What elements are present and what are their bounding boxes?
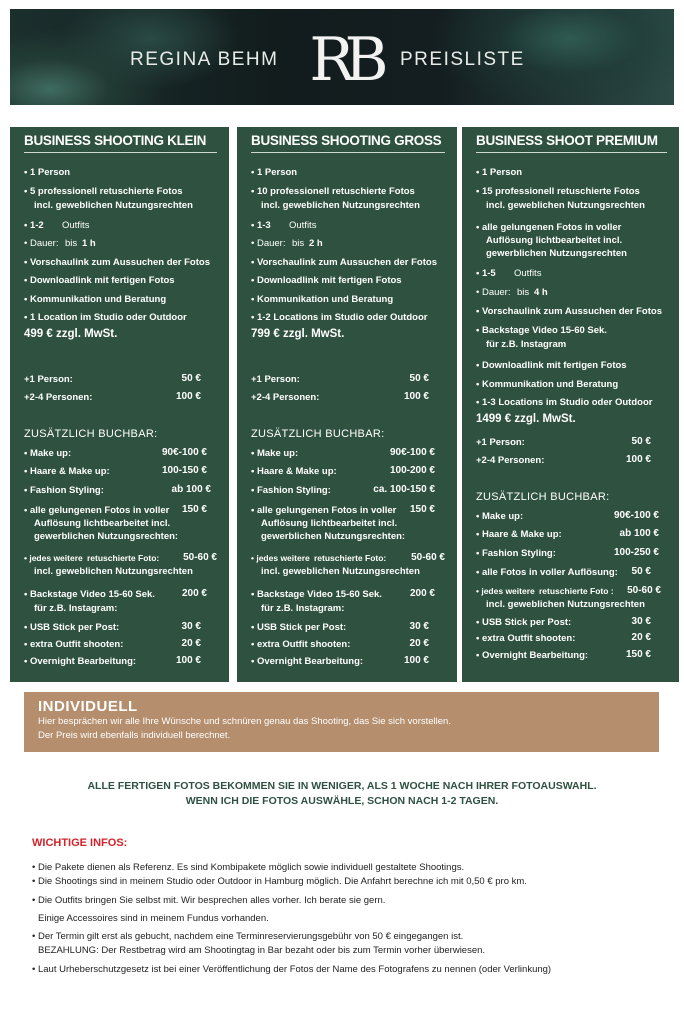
addon-label: • Fashion Styling:	[476, 547, 556, 560]
individuell-text: Der Preis wird ebenfalls individuell berechnet.	[38, 730, 231, 741]
package-item: • 1 Location im Studio oder Outdoor	[24, 311, 187, 324]
individuell-title: INDIVIDUELL	[38, 698, 138, 715]
package-item: • Kommunikation und Beratung	[476, 378, 618, 391]
package-item: incl. geweblichen Nutzungsrechten	[34, 200, 193, 211]
addon-label: • alle Fotos in voller Auflösung:	[476, 566, 618, 579]
package-item: • Backstage Video 15-60 Sek.	[476, 324, 607, 337]
extra-person-label: +1 Person:	[24, 374, 73, 385]
package-price: 499 € zzgl. MwSt.	[24, 328, 118, 340]
addon-label-line: incl. geweblichen Nutzungsrechten	[486, 599, 645, 610]
package-item: • 1 Person	[476, 166, 522, 179]
package-item: • Vorschaulink zum Aussuchen der Fotos	[24, 256, 210, 269]
addon-value: 90€-100 €	[613, 510, 659, 521]
package-item: • Kommunikation und Beratung	[251, 293, 393, 306]
package-item: • Dauer:	[476, 286, 510, 299]
package-item: • Vorschaulink zum Aussuchen der Fotos	[476, 305, 662, 318]
package-item: bis	[292, 238, 305, 249]
package-item: incl. geweblichen Nutzungsrechten	[261, 200, 420, 211]
addon-label: • Make up:	[476, 510, 523, 523]
package-item: • 1-2 Locations im Studio oder Outdoor	[251, 311, 427, 324]
addon-value: 200 €	[409, 588, 435, 599]
extra-person-label: +2-4 Personen:	[251, 392, 320, 403]
addon-label-line: retuschierte Foto:	[314, 553, 387, 563]
package-premium	[462, 127, 679, 682]
addon-value: 100-250 €	[613, 547, 659, 558]
package-item: 4 h	[534, 287, 548, 298]
package-price: 1499 € zzgl. MwSt.	[476, 413, 576, 425]
addon-value: 150 €	[181, 504, 207, 515]
addon-label-line: Auflösung lichtbearbeitet incl.	[34, 518, 171, 529]
addon-value: ab 100 €	[619, 528, 659, 539]
infos-title: WICHTIGE INFOS:	[32, 837, 128, 849]
addon-value: ab 100 €	[171, 484, 211, 495]
addon-label: • USB Stick per Post:	[251, 621, 346, 634]
extra-person-label: +1 Person:	[476, 437, 525, 448]
package-item: • 1-5	[476, 267, 496, 280]
package-item: bis	[65, 238, 78, 249]
package-item: • Dauer:	[24, 237, 58, 250]
addon-label: • Haare & Make up:	[251, 465, 337, 478]
info-item: BEZAHLUNG: Der Restbetrag wird am Shootingtag in Bar bezaht oder bis zum Termin vorher überwiesen.	[38, 945, 486, 956]
addons-heading: ZUSÄTZLICH BUCHBAR:	[251, 428, 385, 440]
addon-value: 30 €	[409, 621, 429, 632]
info-item: • Die Outfits bringen Sie selbst mit. Wir besprechen alles vorher. Ich berate sie gern.	[32, 895, 386, 906]
info-item: Einige Accessoires sind in meinem Fundus vorhanden.	[38, 913, 269, 924]
extra-person-value: 50 €	[631, 436, 651, 447]
extra-person-value: 50 €	[181, 373, 201, 384]
addon-value: 50-60 €	[411, 552, 445, 563]
addon-label: • Backstage Video 15-60 Sek.	[251, 588, 382, 601]
package-item: 2 h	[309, 238, 323, 249]
delivery-notice: WENN ICH DIE FOTOS AUSWÄHLE, SCHON NACH 1-2 TAGEN.	[185, 795, 499, 807]
addon-label: • Haare & Make up:	[24, 465, 110, 478]
info-item: • Laut Urheberschutzgesetz ist bei einer Veröffentlichung der Fotos der Name des Fotografens zu nennen (oder Verlinkung)	[32, 964, 552, 975]
addon-label: • jedes weitere	[24, 552, 83, 565]
addon-label: • Backstage Video 15-60 Sek.	[24, 588, 155, 601]
package-title: BUSINESS SHOOTING GROSS	[251, 133, 445, 153]
addon-label: • alle gelungenen Fotos in voller	[24, 504, 169, 517]
addon-label: • Haare & Make up:	[476, 528, 562, 541]
package-item: Outfits	[514, 268, 542, 279]
addon-label: • USB Stick per Post:	[476, 616, 571, 629]
addon-label: • Fashion Styling:	[251, 484, 331, 497]
extra-person-value: 100 €	[403, 391, 429, 402]
addon-value: 100 €	[175, 655, 201, 666]
addon-label-line: für z.B. Instagram:	[34, 603, 118, 614]
addon-label-line: retuschierte Foto:	[87, 553, 160, 563]
addon-label-line: retuschierte Foto :	[539, 586, 614, 596]
addon-label: • alle gelungenen Fotos in voller	[251, 504, 396, 517]
extra-person-label: +1 Person:	[251, 374, 300, 385]
addon-value: 50-60 €	[183, 552, 217, 563]
addon-label: • extra Outfit shooten:	[24, 638, 123, 651]
addon-value: 90€-100 €	[389, 447, 435, 458]
addon-label: • extra Outfit shooten:	[251, 638, 350, 651]
package-item: • 1-3 Locations im Studio oder Outdoor	[476, 396, 652, 409]
package-item: • 10 professionell retuschierte Fotos	[251, 185, 415, 198]
addon-label-line: gewerblichen Nutzungsrechten:	[261, 531, 406, 542]
addon-label: • Overnight Bearbeitung:	[24, 655, 136, 668]
info-item: • Der Termin gilt erst als gebucht, nachdem eine Terminreservierungsgebühr von 50 € eingegangen ist.	[32, 931, 464, 942]
info-item: • Die Pakete dienen als Referenz. Es sind Kombipakete möglich sowie individuell gestaltete Shootings.	[32, 862, 465, 873]
package-item: • alle gelungenen Fotos in voller	[476, 221, 621, 234]
extra-person-value: 100 €	[175, 391, 201, 402]
package-item: 1 h	[82, 238, 96, 249]
addon-label: • Make up:	[251, 447, 298, 460]
addon-value: 20 €	[409, 638, 429, 649]
info-item: • Die Shootings sind in meinem Studio oder Outdoor in Hamburg möglich. Die Anfahrt berechne ich mit 0,50 € pro km.	[32, 876, 527, 887]
addon-value: 50-60 €	[627, 585, 661, 596]
addon-label-line: Auflösung lichtbearbeitet incl.	[261, 518, 398, 529]
addon-label: • jedes weitere	[251, 552, 310, 565]
addon-label-line: incl. geweblichen Nutzungsrechten	[34, 566, 193, 577]
addon-value: 90€-100 €	[161, 447, 207, 458]
package-item: gewerblichen Nutzungsrechten	[486, 248, 627, 259]
page-title: PREISLISTE	[400, 49, 525, 70]
package-item: • 1-2	[24, 219, 44, 232]
extra-person-value: 100 €	[625, 454, 651, 465]
package-item: incl. geweblichen Nutzungsrechten	[486, 200, 645, 211]
package-item: • 1 Person	[24, 166, 70, 179]
package-item: • 1 Person	[251, 166, 297, 179]
addon-value: 20 €	[631, 632, 651, 643]
addon-label: • Overnight Bearbeitung:	[251, 655, 363, 668]
package-klein	[10, 127, 229, 682]
extra-person-value: 50 €	[409, 373, 429, 384]
addon-label: • Make up:	[24, 447, 71, 460]
addon-label: • USB Stick per Post:	[24, 621, 119, 634]
extra-person-label: +2-4 Personen:	[476, 455, 545, 466]
addon-label: • jedes weitere	[476, 585, 535, 598]
package-item: für z.B. Instagram	[486, 339, 567, 350]
addon-value: ca. 100-150 €	[373, 484, 435, 495]
addon-label: • Overnight Bearbeitung:	[476, 649, 588, 662]
addon-value: 150 €	[409, 504, 435, 515]
addons-heading: ZUSÄTZLICH BUCHBAR:	[476, 491, 610, 503]
addon-value: 200 €	[181, 588, 207, 599]
addon-value: 100-150 €	[161, 465, 207, 476]
addon-label-line: für z.B. Instagram:	[261, 603, 345, 614]
logo-monogram: RB	[309, 25, 379, 95]
package-price: 799 € zzgl. MwSt.	[251, 328, 345, 340]
package-title: BUSINESS SHOOT PREMIUM	[476, 133, 667, 153]
addon-label-line: incl. geweblichen Nutzungsrechten	[261, 566, 420, 577]
addons-heading: ZUSÄTZLICH BUCHBAR:	[24, 428, 158, 440]
package-item: • Vorschaulink zum Aussuchen der Fotos	[251, 256, 437, 269]
addon-value: 30 €	[631, 616, 651, 627]
delivery-notice: ALLE FERTIGEN FOTOS BEKOMMEN SIE IN WENIGER, ALS 1 WOCHE NACH IHRER FOTOAUSWAHL.	[87, 780, 597, 792]
addon-value: 100 €	[403, 655, 429, 666]
package-item: Outfits	[289, 220, 317, 231]
package-item: • Dauer:	[251, 237, 285, 250]
package-gross	[237, 127, 457, 682]
package-item: bis	[517, 287, 530, 298]
addon-label: • extra Outfit shooten:	[476, 632, 575, 645]
addon-value: 20 €	[181, 638, 201, 649]
addon-value: 50 €	[631, 566, 651, 577]
addon-value: 100-200 €	[389, 465, 435, 476]
package-item: • Downloadlink mit fertigen Fotos	[251, 274, 402, 287]
photographer-name: REGINA BEHM	[130, 49, 279, 70]
extra-person-label: +2-4 Personen:	[24, 392, 93, 403]
package-item: • Kommunikation und Beratung	[24, 293, 166, 306]
package-item: Auflösung lichtbearbeitet incl.	[486, 235, 623, 246]
package-title: BUSINESS SHOOTING KLEIN	[24, 133, 217, 153]
package-item: • 5 professionell retuschierte Fotos	[24, 185, 183, 198]
addon-label: • Fashion Styling:	[24, 484, 104, 497]
header-banner	[10, 9, 674, 105]
package-item: • Downloadlink mit fertigen Fotos	[476, 359, 627, 372]
addon-value: 150 €	[625, 649, 651, 660]
package-item: Outfits	[62, 220, 90, 231]
individuell-box	[24, 692, 659, 752]
individuell-text: Hier besprächen wir alle Ihre Wünsche und schnüren genau das Shooting, das Sie sich vorstellen.	[38, 716, 451, 727]
package-item: • 1-3	[251, 219, 271, 232]
addon-value: 30 €	[181, 621, 201, 632]
package-item: • Downloadlink mit fertigen Fotos	[24, 274, 175, 287]
addon-label-line: gewerblichen Nutzungsrechten:	[34, 531, 179, 542]
package-item: • 15 professionell retuschierte Fotos	[476, 185, 640, 198]
